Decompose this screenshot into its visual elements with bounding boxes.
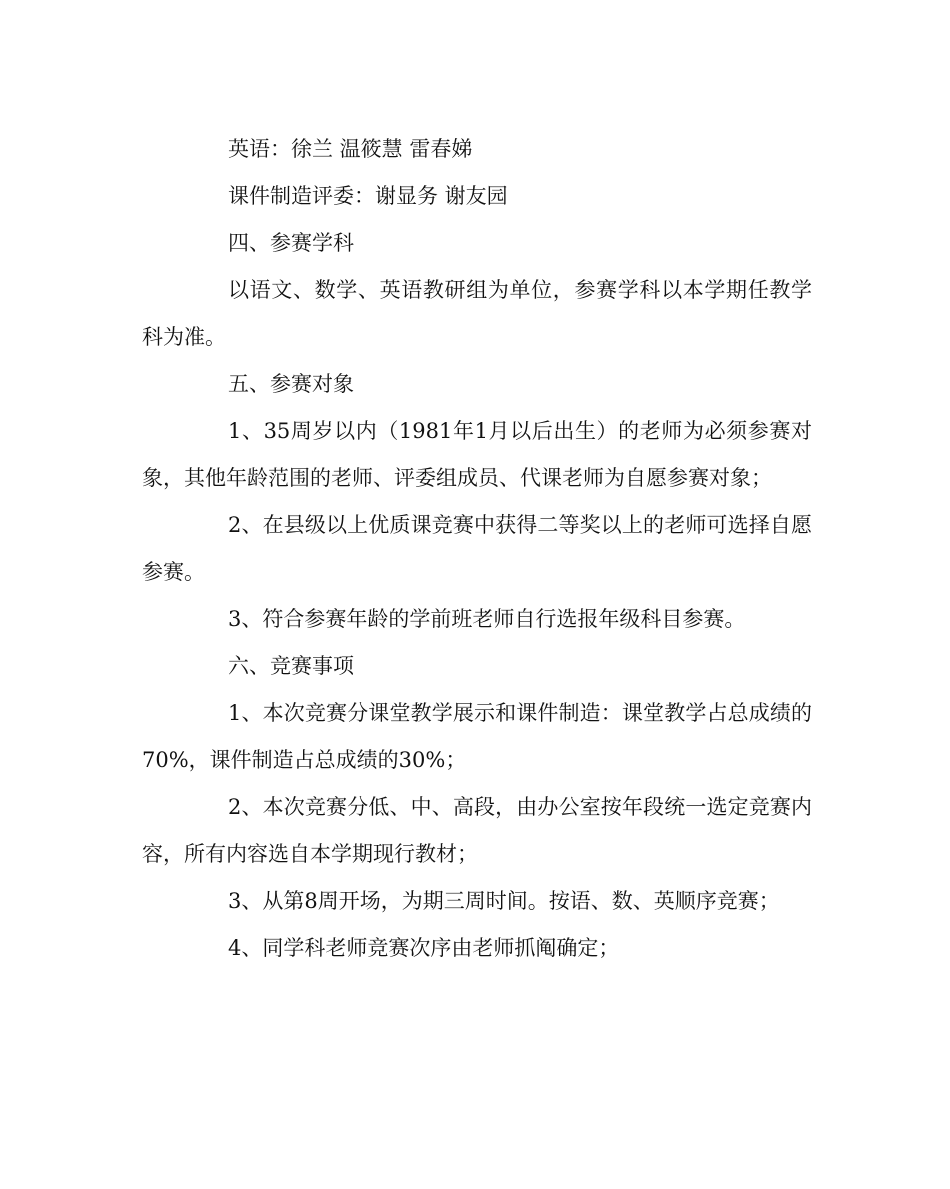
document-body xyxy=(142,126,812,972)
section-5-item-1: 1、35周岁以内（1981年1月以后出生）的老师为必须参赛对象，其他年龄范围的老师、评委组成员、代课老师为自愿参赛对象； xyxy=(142,419,812,490)
section-6-item-4: 4、同学科老师竞赛次序由老师抓阄确定； xyxy=(228,936,620,960)
section-6-title: 六、竞赛事项 xyxy=(228,654,354,678)
section-4-text: 以语文、数学、英语教研组为单位，参赛学科以本学期任教学科为准。 xyxy=(142,278,812,349)
section-4-title: 四、参赛学科 xyxy=(228,231,354,255)
section-6-item-1: 1、本次竞赛分课堂教学展示和课件制造：课堂教学占总成绩的70%，课件制造占总成绩的30%； xyxy=(142,701,812,772)
section-5-title: 五、参赛对象 xyxy=(228,372,354,396)
english-judges-line: 英语：徐兰 温筱慧 雷春娣 xyxy=(228,137,473,161)
section-6-item-3: 3、从第8周开场，为期三周时间。按语、数、英顺序竞赛； xyxy=(228,889,780,913)
section-5-item-3: 3、符合参赛年龄的学前班老师自行选报年级科目参赛。 xyxy=(228,607,746,631)
section-5-item-2: 2、在县级以上优质课竞赛中获得二等奖以上的老师可选择自愿参赛。 xyxy=(142,513,812,584)
courseware-judges-line: 课件制造评委：谢显务 谢友园 xyxy=(228,184,508,208)
section-6-item-2: 2、本次竞赛分低、中、高段，由办公室按年段统一选定竞赛内容，所有内容选自本学期现行教材； xyxy=(142,795,812,866)
